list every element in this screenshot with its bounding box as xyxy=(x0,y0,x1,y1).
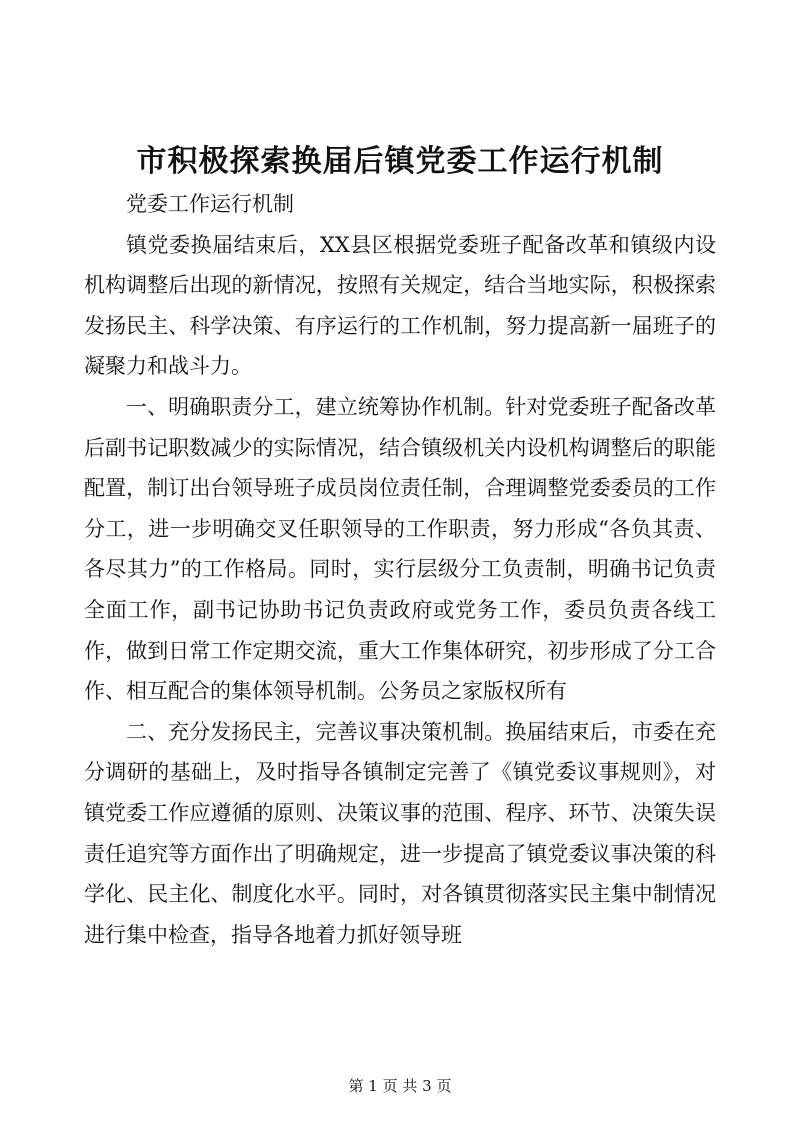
page-total: 共 3 页 xyxy=(402,1077,452,1095)
page-number: 第 1 页 xyxy=(348,1077,398,1095)
document-body xyxy=(84,184,716,955)
paragraph-subtitle: 党委工作运行机制 xyxy=(126,192,294,216)
paragraph-intro: 镇党委换届结束后，XX县区根据党委班子配备改革和镇级内设机构调整后出现的新情况，按照有关规定，结合当地实际，积极探索发扬民主、科学决策、有序运行的工作机制，努力提高新一届班子的凝聚力和战斗力。 xyxy=(84,232,716,379)
paragraph-section-one: 一、明确职责分工，建立统筹协作机制。针对党委班子配备改革后副书记职数减少的实际情况，结合镇级机关内设机构调整后的职能配置，制订出台领导班子成员岗位责任制，合理调整党委委员的工作分工，进一步明确交叉任职领导的工作职责，努力形成“各负其责、各尽其力”的工作格局。同时，实行层级分工负责制，明确书记负责全面工作，副书记协助书记负责政府或党务工作，委员负责各线工作，做到日常工作定期交流，重大工作集体研究，初步形成了分工合作、相互配合的集体领导机制。公务员之家版权所有 xyxy=(84,394,716,704)
document-title: 市积极探索换届后镇党委工作运行机制 xyxy=(136,144,664,179)
paragraph-section-two: 二、充分发扬民主，完善议事决策机制。换届结束后，市委在充分调研的基础上，及时指导各镇制定完善了《镇党委议事规则》，对镇党委工作应遵循的原则、决策议事的范围、程序、环节、决策失误责任追究等方面作出了明确规定，进一步提高了镇党委议事决策的科学化、民主化、制度化水平。同时，对各镇贯彻落实民主集中制情况进行集中检查，指导各地着力抓好领导班 xyxy=(84,719,716,947)
page-footer xyxy=(0,1076,800,1096)
